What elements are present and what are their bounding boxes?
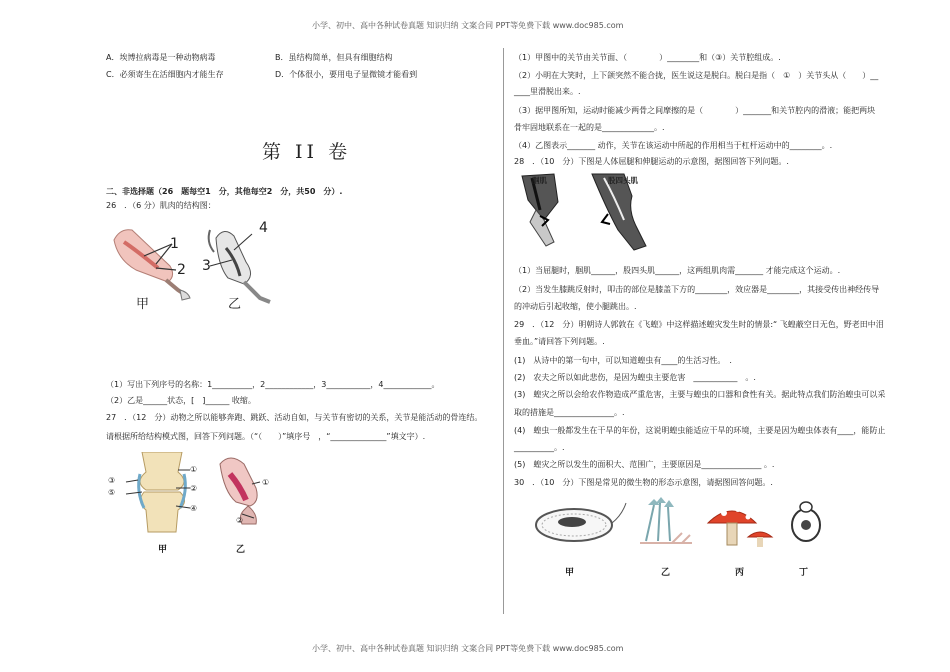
q26-part1: （1）写出下列序号的名称：1__________，2____________，3___________，4____________。 xyxy=(106,380,440,389)
section-heading: 二、非选择题（26 题每空1 分，其他每空2 分，共50 分）. xyxy=(106,187,343,196)
q26-label-1: 1 xyxy=(170,236,179,252)
q27-part3-line2: 骨牢固地联系在一起的是_____________。. xyxy=(514,123,665,132)
q29-part4-line1: (4) 蝗虫一般都发生在干旱的年份，这说明蝗虫能适应干旱的环境，主要是因为蝗虫体表有____，能防止 xyxy=(514,426,886,435)
q29-part2: (2) 农夫之所以如此悲伤，是因为蝗虫主要危害 ___________ 。. xyxy=(514,373,756,382)
q29-part3-line1: (3) 蝗灾之所以会给农作物造成严重危害，主要与蝗虫的口器和食性有关。据此特点我们防治蝗虫可以采 xyxy=(514,390,886,399)
q26-title: 26 ．（6 分）肌肉的结构图： xyxy=(106,201,216,210)
q26-label-4: 4 xyxy=(259,220,268,236)
q26-figure-jia: 甲 xyxy=(136,297,150,312)
q26-label-3: 3 xyxy=(202,258,211,274)
q28-part2-line2: 的冲动后引起收缩，使小腿跳出。. xyxy=(514,302,637,311)
page-header: 小学、初中、高中各种试卷真题 知识归纳 文案合同 PPT等免费下载 www.doc985.com xyxy=(312,21,624,30)
q27-arm-label-2: ② xyxy=(236,516,244,525)
q27-intro-line1: 27 ．（12 分）动物之所以能够奔跑、跳跃、活动自如，与关节有密切的关系，关节是能活动的骨连结。 xyxy=(106,413,483,422)
q29-part1: (1) 从诗中的第一句中，可以知道蝗虫有____的生活习性。 . xyxy=(514,356,732,365)
option-a: A．埃博拉病毒是一种动物病毒 xyxy=(106,53,216,62)
section-title: 第 II 卷 xyxy=(262,141,352,163)
q30-label-ding: 丁 xyxy=(799,568,809,578)
q27-part2-line2: ____里滑脱出来。. xyxy=(514,87,581,96)
q27-label-3: ③ xyxy=(108,476,116,485)
q28-label-quadriceps: 股四头肌 xyxy=(608,176,638,185)
q30-label-yi: 乙 xyxy=(661,568,671,578)
q29-intro-line2: 垂血。”请回答下列问题。. xyxy=(514,337,605,346)
option-c: C．必须寄生在活细胞内才能生存 xyxy=(106,70,224,79)
q29-intro-line1: 29 ．（12 分）明朝诗人郭敦在《飞蝗》中这样描述蝗灾发生时的情景:“ 飞蝗蔽空日无色，野老田中泪 xyxy=(514,320,884,329)
q27-label-1: ① xyxy=(190,465,198,474)
q27-part3-line1: （3）据甲图所知，运动时能减少两骨之间摩擦的是（ ）_______和关节腔内的滑液；能把两块 xyxy=(514,106,876,115)
q27-intro-line2: 请根据所给结构模式图，回答下列问题。（“（ ）”填序号 ，“______________”填文字）. xyxy=(106,432,426,441)
option-d: D．个体很小，要用电子显微镜才能看到 xyxy=(275,70,418,79)
q30-label-bing: 丙 xyxy=(735,568,745,578)
q28-label-popliteal: 腘肌 xyxy=(532,176,547,185)
q29-part3-line2: 取的措施是_______________。. xyxy=(514,408,625,417)
q28-part1: （1）当屈腿时，腘肌______，股四头肌______，这两组肌肉需_______ 才能完成这个运动。. xyxy=(514,266,841,275)
q28-part2-line1: （2）当发生膝跳反射时，叩击的部位是膝盖下方的________，效应器是________，其接受传出神经传导 xyxy=(514,285,880,294)
q27-label-5: ⑤ xyxy=(108,488,116,497)
q27-figure-jia: 甲 xyxy=(158,545,168,555)
q27-label-4: ④ xyxy=(190,504,198,513)
q26-label-2: 2 xyxy=(177,262,186,278)
q27-label-2: ② xyxy=(190,484,198,493)
joint-structure-figure xyxy=(106,452,296,537)
q29-part5: (5) 蝗灾之所以发生的面积大、范围广，主要原因是_______________ 。. xyxy=(514,460,775,469)
q27-figure-yi: 乙 xyxy=(236,545,246,555)
column-divider xyxy=(503,48,504,614)
q27-part1: （1）甲图中的关节由关节面、（ ）________和（③）关节腔组成。. xyxy=(514,53,781,62)
q26-part2: （2）乙是______状态，[ ]______ 收缩。 xyxy=(106,396,256,405)
microbes-figure xyxy=(522,495,842,557)
option-b: B．虽结构简单，但具有细胞结构 xyxy=(275,53,393,62)
q26-figure-yi: 乙 xyxy=(228,297,242,312)
q30-label-jia: 甲 xyxy=(565,568,575,578)
q27-part2-line1: （2）小明在大笑时，上下颌突然不能合拢，医生说这是脱臼。脱臼是指（ ① ）关节头从（ ）__ xyxy=(514,71,879,80)
q27-part4: （4）乙图表示_______ 动作，关节在该运动中所起的作用相当于杠杆运动中的________。. xyxy=(514,141,833,150)
q28-title: 28 ．（10 分）下图是人体屈腿和伸腿运动的示意图，据图回答下列问题。. xyxy=(514,157,789,166)
q27-arm-label-1: ① xyxy=(262,478,270,487)
q30-title: 30 ．（10 分）下图是常见的微生物的形态示意图，请据图回答问题。. xyxy=(514,478,773,487)
q29-part4-line2: __________。. xyxy=(514,443,565,452)
page-footer: 小学、初中、高中各种试卷真题 知识归纳 文案合同 PPT等免费下载 www.doc985.com xyxy=(312,644,624,653)
